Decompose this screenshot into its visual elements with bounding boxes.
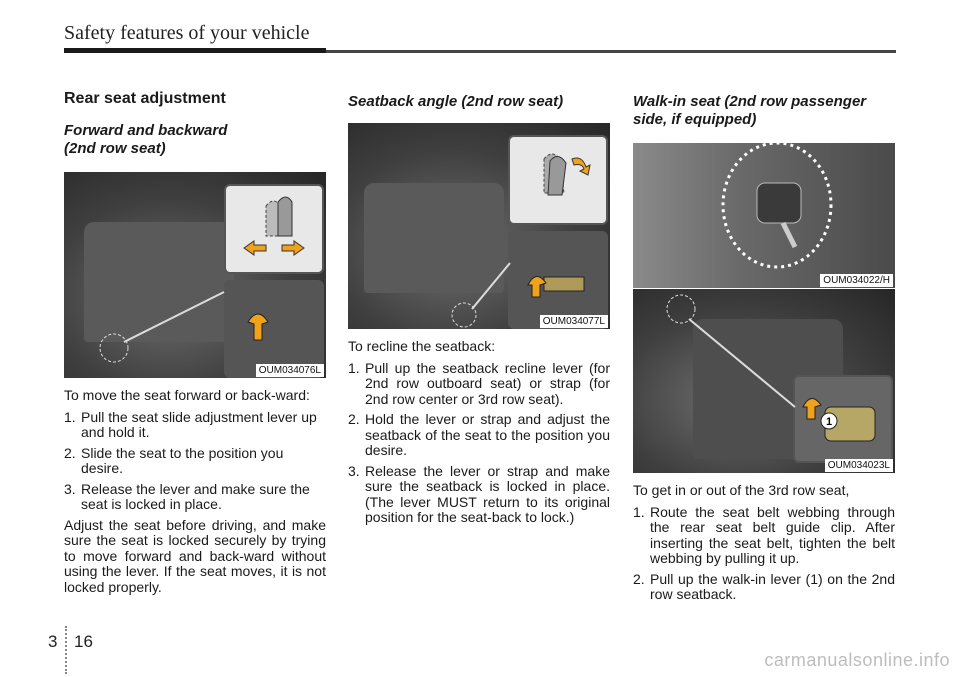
image-code: OUM034023L [825,459,893,472]
page-header-title: Safety features of your vehicle [64,22,310,44]
list-item: 1. Pull the seat slide adjustment lever up and hold it. [64,408,317,440]
image-code: OUM034077L [540,315,608,328]
walk-in-lever-photo [633,289,895,473]
intro-text: To move the seat forward or back-ward: [64,387,310,403]
section-heading: Walk-in seat (2nd row passenger side, if equipped) [633,93,867,128]
list-item: 3. Release the lever and make sure the seat is locked in place. [64,480,310,512]
steps-list [348,361,610,526]
callout-lines [633,289,895,473]
list-item: 2. Pull up the walk-in lever (1) on the 2nd row seatback. [633,570,895,602]
column-walk-in-seat [633,90,895,608]
list-item: 1. Route the seat belt webbing through the rear seat belt guide clip. After inserting the seat belt, tighten the belt webbing by pulling it up. [633,503,895,566]
callout-number: 1 [826,416,833,428]
section-heading: Seatback angle (2nd row seat) [348,93,564,110]
steps-list [633,505,895,603]
callout-lines [64,172,326,378]
callout-lines [348,123,610,329]
seat-slide-photo [64,172,326,378]
steps-list [64,410,326,513]
intro-text: To recline the seatback: [348,338,496,354]
section-heading: Rear seat adjustment [64,90,226,107]
image-code: OUM034076L [256,364,324,377]
seatback-photo [348,123,610,329]
section-number: 3 [48,632,58,651]
list-item: 3. Release the lever or strap and make sure the seatback is locked in place. (The lever MUST return to its original position for the seat-back to lock.) [348,462,610,525]
image-code: OUM034022/H [820,274,893,287]
intro-text: To get in or out of the 3rd row seat, [633,482,850,498]
note-text: Adjust the seat before driving, and make sure the seat is locked securely by trying to move forward and back-ward without using the lever. If the seat moves, it is not locked properly. [64,516,326,595]
list-item: 2. Slide the seat to the position you desire. [64,444,284,476]
seat-belt-guide-photo [633,143,895,288]
footer-divider [65,626,69,674]
page-number: 16 [74,632,93,651]
list-item: 2. Hold the lever or strap and adjust the seatback of the seat to the position you desire. [348,411,610,458]
belt-guide-illustration [633,143,895,288]
column-forward-backward [64,90,326,595]
column-seatback-angle [348,90,610,531]
subheading: Forward and backward (2nd row seat) [64,122,228,157]
list-item: 1. Pull up the seatback recline lever (for 2nd row outboard seat) or strap (for 2nd row center or 3rd row seat). [348,359,610,407]
header-rule [64,50,896,53]
watermark: carmanualsonline.info [764,650,950,670]
